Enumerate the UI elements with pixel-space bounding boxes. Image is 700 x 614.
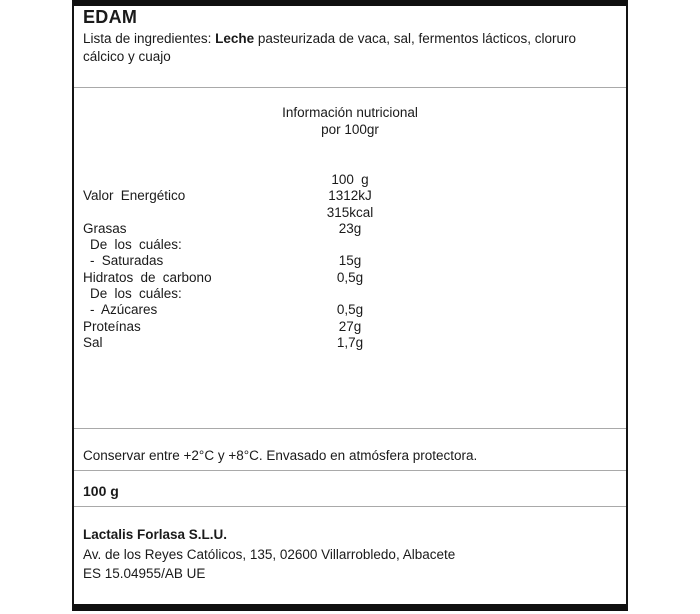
table-row — [74, 188, 626, 204]
nutrition-heading — [74, 104, 626, 138]
nutrition-row-value: 1,7g — [336, 334, 364, 350]
ingredients-text — [74, 28, 626, 65]
nutrition-row-value: 100 g — [331, 172, 369, 187]
table-row — [74, 302, 626, 318]
table-row — [74, 286, 626, 302]
manufacturer-address: Av. de los Reyes Católicos, 135, 02600 Villarrobledo, Albacete — [83, 546, 456, 562]
table-row — [74, 205, 626, 221]
nutrition-row-label: Sal — [83, 334, 103, 350]
table-row — [74, 335, 626, 351]
nutrition-row-label: Hidratos de carbono — [83, 269, 212, 285]
nutrition-row-label: - Saturadas — [90, 253, 164, 269]
table-row — [74, 221, 626, 237]
table-row — [74, 237, 626, 253]
ingredients-highlight: Leche — [215, 31, 255, 46]
net-weight: 100 g — [83, 483, 119, 500]
nutrition-row-value: 315kcal — [326, 204, 374, 220]
nutrition-row-label: Proteínas — [83, 318, 141, 334]
nutrition-row-label: De los cuáles: — [90, 286, 182, 302]
nutrition-row-label: De los cuáles: — [90, 237, 182, 253]
nutrition-heading-line1: Información nutricional — [282, 105, 418, 120]
table-row — [74, 319, 626, 335]
divider-ingredients — [74, 87, 626, 88]
nutrition-row-label: - Azúcares — [90, 302, 158, 318]
ingredients-prefix: Lista de ingredientes: — [83, 31, 216, 46]
nutrition-row-value: 15g — [338, 253, 362, 269]
nutrition-row-value: 0,5g — [336, 269, 364, 285]
nutrition-row-label: Valor Energético — [83, 188, 186, 204]
manufacturer-registration: ES 15.04955/AB UE — [83, 566, 206, 582]
nutrition-row-value: 1312kJ — [328, 188, 372, 204]
nutrition-row-value: 27g — [338, 318, 362, 334]
product-title: EDAM — [83, 7, 138, 27]
table-row — [74, 253, 626, 269]
nutrition-row-value: 0,5g — [336, 302, 364, 318]
nutrition-heading-line2: por 100gr — [321, 122, 379, 137]
table-row — [74, 172, 626, 188]
nutrition-row-value: 23g — [338, 220, 362, 236]
nutrition-table — [74, 172, 626, 351]
storage-instructions: Conservar entre +2°C y +8°C. Envasado en atmósfera protectora. — [83, 448, 478, 464]
product-label — [72, 0, 628, 611]
manufacturer-name: Lactalis Forlasa S.L.U. — [83, 527, 228, 543]
table-row — [74, 270, 626, 286]
ingredients-suffix: pasteurizada de vaca, sal, fermentos lácticos, cloruro cálcico y cuajo — [83, 31, 577, 64]
manufacturer-block — [74, 507, 626, 584]
nutrition-row-label: Grasas — [83, 220, 127, 236]
